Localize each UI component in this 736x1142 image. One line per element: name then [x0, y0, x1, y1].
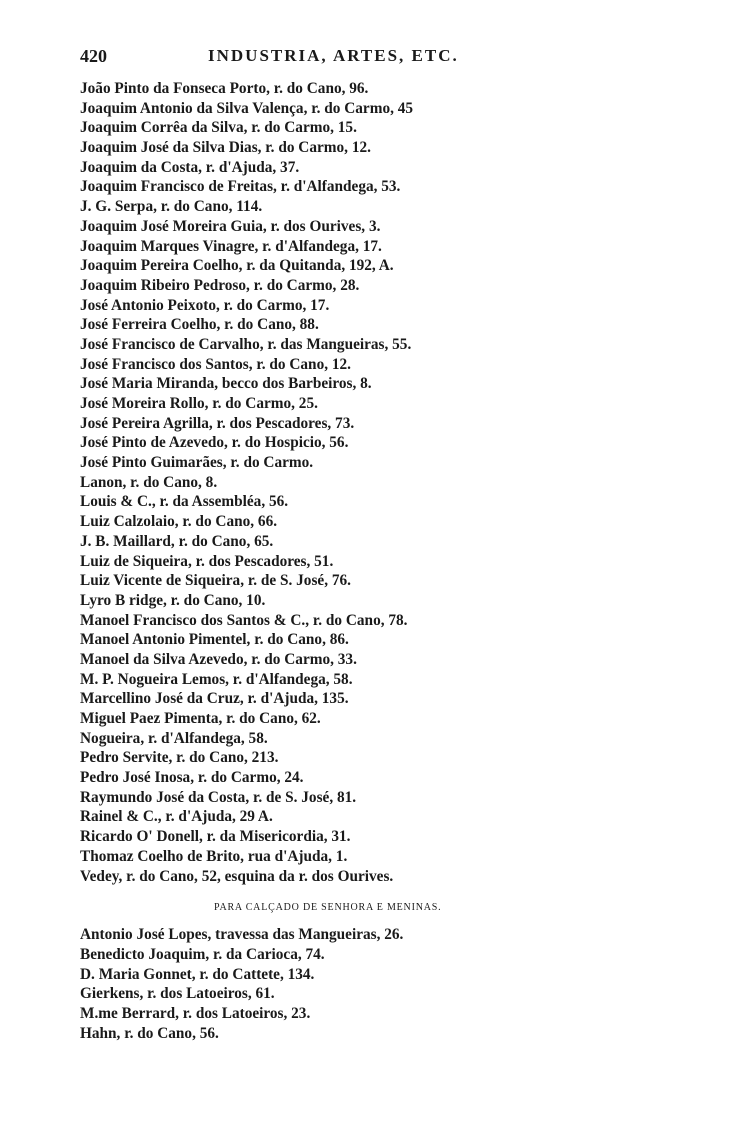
directory-entry: Joaquim Ribeiro Pedroso, r. do Carmo, 28.: [80, 276, 360, 294]
directory-entry: Hahn, r. do Cano, 56.: [80, 1024, 219, 1042]
directory-entry: Pedro José Inosa, r. do Carmo, 24.: [80, 769, 304, 787]
directory-entry: Joaquim da Costa, r. d'Ajuda, 37.: [80, 158, 300, 176]
directory-entry: Joaquim Pereira Coelho, r. da Quitanda, 192, A.: [80, 257, 394, 275]
directory-entry: Louis & C., r. da Assembléa, 56.: [80, 493, 289, 511]
directory-entry: Antonio José Lopes, travessa das Mangueiras, 26.: [80, 926, 404, 943]
directory-entry: M. P. Nogueira Lemos, r. d'Alfandega, 58.: [80, 670, 353, 688]
directory-entry: José Ferreira Coelho, r. do Cano, 88.: [80, 316, 319, 334]
directory-entry: Ricardo O' Donell, r. da Misericordia, 31.: [80, 828, 351, 846]
directory-entry: José Francisco de Carvalho, r. das Mangueiras, 55.: [80, 335, 412, 353]
directory-entry: Joaquim Marques Vinagre, r. d'Alfandega, 17.: [80, 237, 382, 255]
section-directory-list: [80, 925, 525, 1044]
directory-entry: Manoel Antonio Pimentel, r. do Cano, 86.: [80, 631, 349, 649]
directory-entry: M.me Berrard, r. dos Latoeiros, 23.: [80, 1005, 311, 1023]
directory-entry: Gierkens, r. dos Latoeiros, 61.: [80, 985, 275, 1003]
directory-list: [80, 79, 525, 886]
directory-entry: Marcellino José da Cruz, r. d'Ajuda, 135.: [80, 690, 349, 708]
directory-entry: J. B. Maillard, r. do Cano, 65.: [80, 532, 274, 550]
directory-entry: Lyro B ridge, r. do Cano, 10.: [80, 591, 266, 609]
page-header: [80, 46, 510, 76]
directory-entry: Miguel Paez Pimenta, r. do Cano, 62.: [80, 710, 321, 727]
directory-entry: Joaquim Francisco de Freitas, r. d'Alfandega, 53.: [80, 178, 401, 196]
page-number: 420: [80, 46, 107, 66]
directory-entry: José Francisco dos Santos, r. do Cano, 12.: [80, 355, 351, 373]
directory-entry: Nogueira, r. d'Alfandega, 58.: [80, 729, 268, 747]
directory-entry: José Antonio Peixoto, r. do Carmo, 17.: [80, 296, 330, 314]
directory-entry: Manoel da Silva Azevedo, r. do Carmo, 33.: [80, 650, 357, 668]
directory-entry: Luiz de Siqueira, r. dos Pescadores, 51.: [80, 552, 334, 570]
directory-entry: Vedey, r. do Cano, 52, esquina da r. dos Ourives.: [80, 867, 394, 885]
running-head: INDUSTRIA, ARTES, ETC.: [208, 46, 459, 65]
directory-entry: Manoel Francisco dos Santos & C., r. do Cano, 78.: [80, 611, 408, 629]
directory-entry: Joaquim Antonio da Silva Valença, r. do Carmo, 45: [80, 99, 414, 117]
directory-entry: D. Maria Gonnet, r. do Cattete, 134.: [80, 965, 315, 983]
directory-entry: Benedicto Joaquim, r. da Carioca, 74.: [80, 945, 325, 963]
directory-entry: Joaquim José Moreira Guia, r. dos Ourives, 3.: [80, 217, 381, 235]
directory-entry: José Maria Miranda, becco dos Barbeiros, 8.: [80, 375, 372, 393]
directory-entry: José Pereira Agrilla, r. dos Pescadores, 73.: [80, 414, 355, 432]
section-title: PARA CALÇADO DE SENHORA E MENINAS.: [214, 902, 442, 913]
directory-entry: Luiz Calzolaio, r. do Cano, 66.: [80, 513, 278, 531]
directory-entry: Rainel & C., r. d'Ajuda, 29 A.: [80, 808, 273, 826]
directory-entry: Joaquim José da Silva Dias, r. do Carmo, 12.: [80, 139, 371, 157]
directory-entry: José Pinto de Azevedo, r. do Hospicio, 56.: [80, 434, 349, 452]
directory-entry: Joaquim Corrêa da Silva, r. do Carmo, 15.: [80, 119, 357, 137]
directory-entry: Pedro Servite, r. do Cano, 213.: [80, 749, 279, 767]
directory-entry: João Pinto da Fonseca Porto, r. do Cano, 96.: [80, 80, 369, 97]
directory-entry: Thomaz Coelho de Brito, rua d'Ajuda, 1.: [80, 847, 348, 865]
directory-entry: Lanon, r. do Cano, 8.: [80, 473, 218, 491]
directory-entry: Luiz Vicente de Siqueira, r. de S. José, 76.: [80, 572, 351, 590]
directory-entry: José Pinto Guimarães, r. do Carmo.: [80, 454, 314, 472]
directory-entry: José Moreira Rollo, r. do Carmo, 25.: [80, 395, 318, 412]
directory-entry: J. G. Serpa, r. do Cano, 114.: [80, 198, 263, 216]
directory-entry: Raymundo José da Costa, r. de S. José, 81.: [80, 788, 357, 806]
